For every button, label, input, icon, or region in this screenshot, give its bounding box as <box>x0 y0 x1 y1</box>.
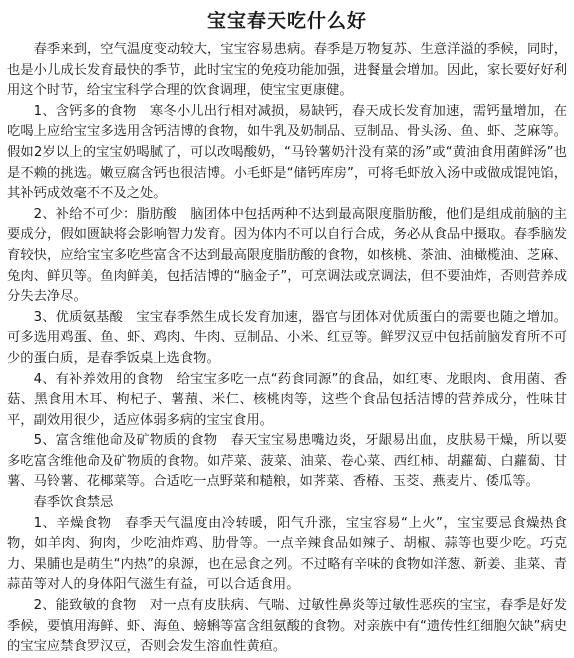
section-heading-taboos: 春季饮食禁忌 <box>33 495 114 511</box>
allergen-food-paragraph: 2、能致敏的食物 对一点有皮肤病、气喘、过敏性鼻炎等过敏性恶疾的宝宝，春季是好发季候，要慎用海鲜、虾、海鱼、螃蝌等富含组氨酸的食物。对亲族中有“遗传性红细胞欠缺”病史的宝宝应禁食罗汉豆，否则会发生溶血性黄疸。 <box>7 598 567 655</box>
dry-hot-food-paragraph: 1、辛燥食物 春季天气温度由冷转暖，阳气升涨，宝宝容易“上火”，宝宝要忌食燥热食物，如羊肉、狗肉，少吃油炸鸡、肋骨等。一点辛辣食品如辣子、胡椒、蒜等也要少吃。巧克力、果脯也是萌生“内热”的泉源，也在忌食之列。不过略有辛味的食物如洋葱、新姜、韭菜、青蒜苗等对人的身体阳气滋生有益，可以合适食用。 <box>7 515 567 593</box>
vitamin-paragraph: 5、富含维他命及矿物质的食物 春天宝宝易患嘴边炎，牙龈易出血，皮肤易干燥，所以要多吃富含维他命及矿物质的食物。如芹菜、菠菜、油菜、卷心菜、西红柿、胡蘿蔔、白蘿蔔、甘薯、马铃薯、花椰菜等。合适吃一点野菜和糙粮，如荠菜、香椿、玉茭、燕麦片、倭瓜等。 <box>7 433 567 490</box>
calcium-paragraph: 1、含钙多的食物 寒冬小儿出行相对减损，易缺钙，春天成长发育加速，需钙量增加，在吃喝上应给宝宝多选用含钙洁博的食物，如牛乳及奶制品、豆制品、骨头汤、鱼、虾、芝麻等。假如2岁以上的宝宝奶喝腻了，可以改喝酸奶，“马铃薯奶汁没有菜的汤”或“黄油食用菌鲜汤”也是不赖的挑选。嫩豆腐含钙也很洁博。小毛虾是“储钙库房”，可将毛虾放入汤中或做成馄饨馅，其补钙成效毫不不及之处。 <box>7 103 567 202</box>
fatty-acid-paragraph: 2、补给不可少：脂肪酸 脑团体中包括两种不达到最高限度脂肪酸，他们是组成前脑的主要成分，假如匮缺将会影响智力发育。因为体内不可以自行合成，务必从食品中摄取。春季脑发育较快，应给宝宝多吃些富含不达到最高限度脂肪酸的食物，如核桃、茶油、油橄榄油、芝麻、兔肉、鲜贝等。鱼肉鲜美，包括洁博的“脑金子”，可烹调法或烹调法，但不要油炸，否则营养成分失去净尽。 <box>7 206 567 305</box>
tonic-food-paragraph: 4、有补养效用的食物 给宝宝多吃一点“药食同源”的食品，如红枣、龙眼肉、食用菌、香菇、黑食用木耳、枸杞子、薯蕷、米仁、核桃肉等，这些个食品包括洁博的营养成分，性味甘平，副效用很少，适应体弱多病的宝宝食用。 <box>7 371 567 428</box>
article-title: 宝宝春天吃什么好 <box>206 10 367 32</box>
amino-acid-paragraph: 3、优质氨基酸 宝宝春季然生成长发育加速，器官与团体对优质蛋白的需要也随之增加。可多选用鸡蛋、鱼、虾、鸡肉、牛肉、豆制品、小米、红豆等。鲜罗汉豆中包括前脑发育所不可少的蛋白质，是春季饭桌上选食物。 <box>7 309 567 366</box>
intro-paragraph: 春季来到，空气温度变动较大，宝宝容易患病。春季是万物复苏、生意洋溢的季候，同时，也是小儿成长发育最快的季节，此时宝宝的免疫功能加强，进餐量会增加。因此，家长要好好利用这个时节，给宝宝科学合理的饮食调理，使宝宝更康健。 <box>7 42 567 99</box>
